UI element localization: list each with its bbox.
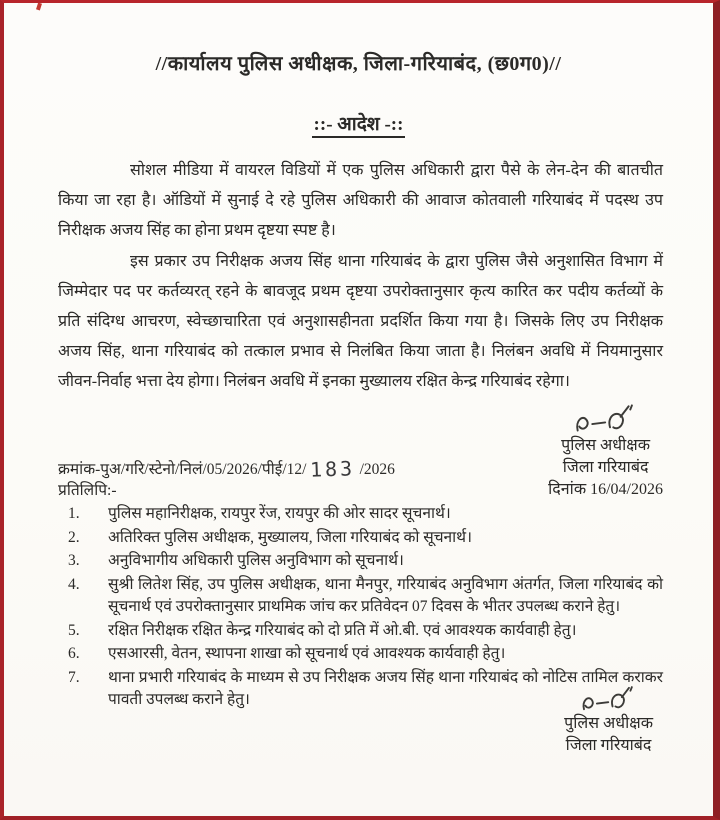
- list-item: [58, 503, 663, 526]
- scan-artifact-mark: [36, 3, 42, 11]
- list-item-text: एसआरसी, वेतन, स्थापना शाखा को सूचनार्थ एवं आवश्यक कार्यवाही हेतु।: [108, 645, 506, 662]
- signatory-designation: पुलिस अधीक्षक: [564, 715, 653, 732]
- reference-number-line: [58, 457, 395, 480]
- copy-to-heading: प्रतिलिपि:-: [58, 482, 117, 499]
- list-item-text: रक्षित निरीक्षक रक्षित केन्द्र गरियाबंद को दो प्रति में ओ.बी. एवं आवश्यक कार्यवाही हेतु।: [108, 621, 577, 639]
- list-item: [58, 643, 663, 666]
- list-item-number: 7.: [68, 668, 80, 686]
- list-item: [58, 574, 663, 619]
- list-item-number: 5.: [68, 621, 80, 639]
- signatory-designation: पुलिस अधीक्षक: [561, 437, 651, 454]
- signatory-district: जिला गरियाबंद: [562, 459, 649, 476]
- office-letterhead-title: //कार्यालय पुलिस अधीक्षक, जिला-गरियाबंद, (छ0ग0)//: [155, 53, 562, 75]
- reference-and-signature-row: [58, 403, 663, 499]
- signature-block-top: [548, 403, 663, 501]
- list-item-text: अनुविभागीय अधिकारी पुलिस अनुविभाग को सूचनार्थ।: [108, 552, 404, 569]
- list-item-text: अतिरिक्त पुलिस अधीक्षक, मुख्यालय, जिला गरियाबंद को सूचनार्थ।: [108, 528, 472, 546]
- paragraph-viral-video: सोशल मीडिया में वायरल विडियों में एक पुलिस अधिकारी द्वारा पैसे के लेन-देन की बातचीत किया जा रहा है। ऑडियों में सुनाई दे रहे पुलिस अधिकारी की आवाज कोतवाली गरियाबंद में पदस्थ उप निरीक्षक अजय सिंह का होना प्रथम दृष्टया स्पष्ट है।: [58, 162, 663, 239]
- list-item-number: 3.: [68, 552, 80, 569]
- list-item-text: सुश्री लितेश सिंह, उप पुलिस अधीक्षक, थाना मैनपुर, गरियाबंद अनुविभाग अंतर्गत, जिला गरियाबंद को सूचनार्थ एवं उपरोक्तानुसार प्राथमिक जांच कर प्रतिवेदन 07 दिवस के भीतर उपलब्ध कराने हेतु।: [108, 575, 663, 615]
- list-item-number: 1.: [68, 505, 80, 522]
- signature-block-bottom: [564, 685, 653, 757]
- list-item-text: थाना प्रभारी गरियाबंद के माध्यम से उप निरीक्षक अजय सिंह थाना गरियाबंद को नोटिस तामिल कराकर पावती उपलब्ध कराने हेतु।: [108, 668, 663, 708]
- list-item: [58, 550, 663, 573]
- list-item: [58, 527, 663, 550]
- reference-block: [58, 457, 395, 501]
- reference-prefix: क्रमांक-पुअ/गरि/स्टेनो/निलं/05/2026/पीई/12/: [58, 461, 307, 478]
- signature-scribble: [576, 685, 642, 715]
- reference-suffix: /2026: [359, 461, 395, 478]
- handwritten-dispatch-number: 183: [310, 456, 356, 482]
- paragraph-suspension-order: इस प्रकार उप निरीक्षक अजय सिंह थाना गरियाबंद के द्वारा पुलिस जैसे अनुशासित विभाग में जिम्मेदार पद पर कर्तव्यरत् रहने के बावजूद प्रथम दृष्टया उपरोक्तानुसार कृत्य कारित कर पदीय कर्तव्यों के प्रति संदिग्ध आचरण, स्वेच्छाचारिता एवं अनुशासहीनता प्रदर्शित किया गया है। जिसके लिए उप निरीक्षक अजय सिंह, थाना गरियाबंद को तत्काल प्रभाव से निलंबित किया जाता है। निलंबन अवधि में नियमानुसार जीवन-निर्वाह भत्ता देय होगा। निलंबन अवधि में इनका मुख्यालय रक्षित केन्द्र गरियाबंद रहेगा।: [58, 253, 663, 390]
- order-heading-text: ::- आदेश -::: [312, 114, 406, 138]
- list-item-number: 4.: [68, 575, 80, 593]
- copy-distribution-list: [58, 503, 663, 712]
- signature-scribble: [569, 403, 643, 437]
- order-heading: [4, 110, 713, 136]
- signatory-district: जिला गरियाबंद: [565, 737, 652, 754]
- list-item-number: 6.: [68, 645, 80, 662]
- list-item: [58, 620, 663, 643]
- list-item-number: 2.: [68, 528, 80, 546]
- list-item-text: पुलिस महानिरीक्षक, रायपुर रेंज, रायपुर की ओर सादर सूचनार्थ।: [108, 505, 451, 522]
- order-date: दिनांक 16/04/2026: [548, 481, 663, 498]
